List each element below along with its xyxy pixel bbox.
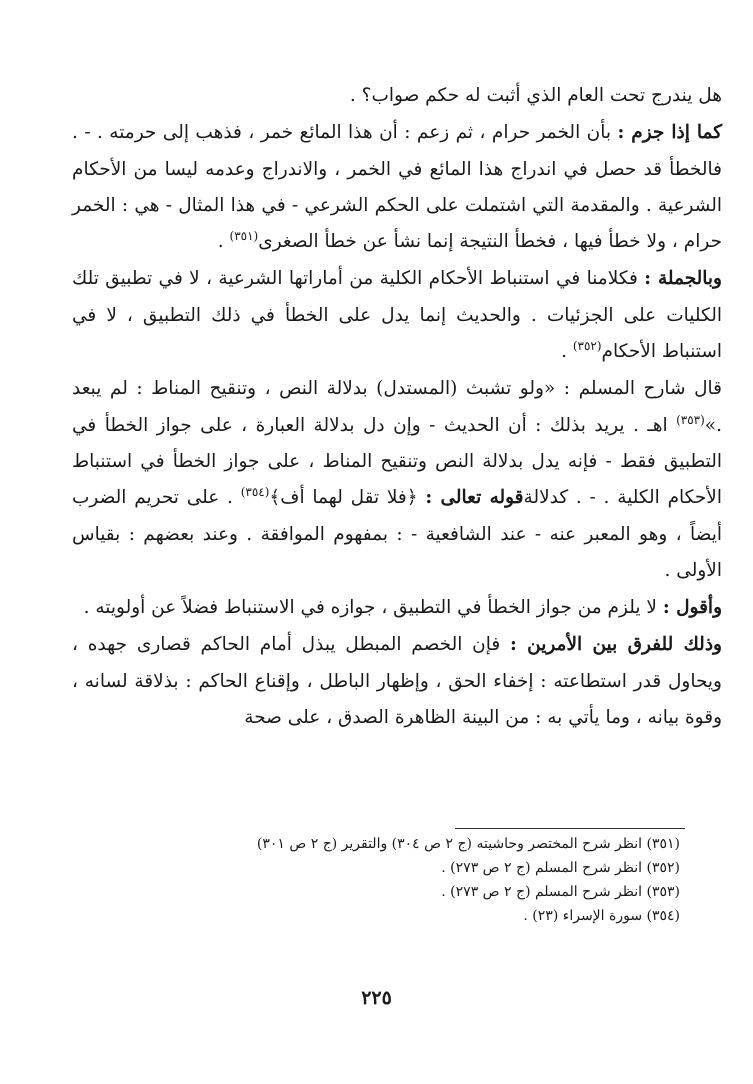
paragraph-4 <box>72 371 722 589</box>
paragraph-text: قال شارح المسلم : «ولو تشبث (المستدل) بدلالة النص ، وتنقيح المناط : لم يبعد .» <box>72 378 722 436</box>
footnote-ref: (٣٥٤) <box>240 485 270 500</box>
paragraph-2 <box>72 115 722 260</box>
footnote-divider <box>455 828 685 829</box>
quran-verse: ﴿فلا تقل لهما أف﴾ <box>269 487 426 509</box>
footnote-352: (٣٥٢) انظر شرح المسلم (ج ٢ ص ٢٧٣) . <box>441 860 680 876</box>
paragraph-text: فكلامنا في استنباط الأحكام الكلية من أماراتها الشرعية ، لا في تطبيق تلك الكليات على الجزئيات . والحديث إنما يدل على الخطأ في ذلك التطبيق ، لا في استنباط الأحكام <box>72 268 722 363</box>
footnote-354: (٣٥٤) سورة الإسراء (٢٣) . <box>523 908 680 924</box>
footnotes <box>200 832 680 928</box>
paragraph-text: لا يلزم من جواز الخطأ في التطبيق ، جوازه في الاستنباط فضلاً عن أولويته . <box>83 597 663 619</box>
paragraph-6 <box>72 627 722 736</box>
paragraph-text: فإن الخصم المبطل يبذل أمام الحاكم قصارى جهده ، ويحاول قدر استطاعته : إخفاء الحق ، وإظهار الباطل ، وإقناع الحاكم : بذلاقة لسانه ، وقوة بيانه ، وما يأتي به : من البينة الظاهرة الصدق ، على صحة <box>72 634 722 729</box>
footnote-351: (٣٥١) انظر شرح المختصر وحاشيته (ج ٢ ص ٣٠٤) والتقرير (ج ٢ ص ٣٠١) <box>256 836 680 852</box>
paragraph-text: هل يندرج تحت العام الذي أثبت له حكم صواب؟ . <box>349 85 722 106</box>
paragraph-1 <box>72 78 722 114</box>
paragraph-tail: . <box>561 341 573 363</box>
paragraph-tail: . <box>217 231 230 253</box>
footnote-353: (٣٥٣) انظر شرح المسلم (ج ٢ ص ٢٧٣) . <box>441 884 680 900</box>
paragraph-5 <box>72 590 722 626</box>
paragraph-tail: . على تحريم الضرب أيضاً ، وهو المعبر عنه - عند الشافعية - : بمفهوم الموافقة . وعند بعضهم : بقياس الأولى . <box>72 487 722 581</box>
paragraph-lead: وأقول : <box>662 597 722 619</box>
footnote-ref: (٣٥١) <box>229 229 259 244</box>
page-body <box>72 78 722 737</box>
paragraph-lead: وبالجملة : <box>644 268 722 290</box>
paragraph-lead: وذلك للفرق بين الأمرين : <box>509 634 722 656</box>
paragraph-tail: اهـ . يريد بذلك : أن الحديث - وإن دل بدلالة العبارة ، على جواز الخطأ في التطبيق فقط - فإنه يدل بدلالة النص وتنقيح المناط ، على جواز الخطأ في استنباط الأحكام الكلية . - . كدلالة <box>72 414 722 509</box>
paragraph-lead: كما إذا جزم : <box>617 122 723 144</box>
page-number: ٢٢٥ <box>361 987 392 1009</box>
paragraph-lead: قوله تعالى : <box>425 487 524 509</box>
paragraph-3 <box>72 261 722 370</box>
footnote-ref: (٣٥٣) <box>676 412 705 427</box>
footnote-ref: (٣٥٢) <box>572 338 602 353</box>
paragraph-text: بأن الخمر حرام ، ثم زعم : أن هذا المائع خمر ، فذهب إلى حرمته . - . فالخطأ قد حصل في اندراج هذا المائع في الخمر ، والاندراج وعدمه ليسا من الأحكام الشرعية . والمقدمة التي اشتملت على الحكم الشرعي - في هذا المثال - هي : الخمر حرام ، ولا خطأ فيها ، فخطأ النتيجة إنما نشأ عن خطأ الصغرى <box>72 122 722 253</box>
